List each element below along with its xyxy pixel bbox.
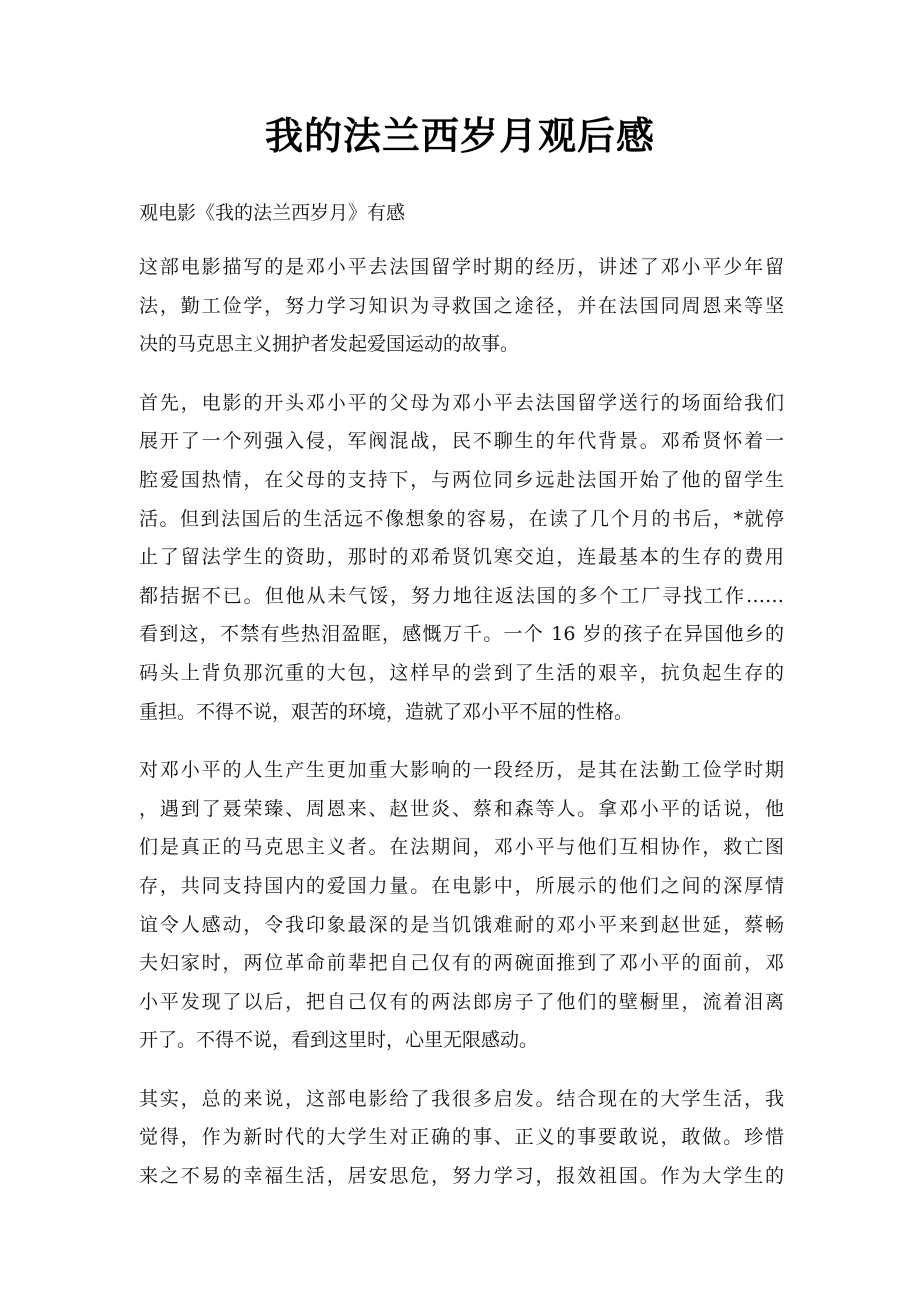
text-line: 夫妇家时，两位革命前辈把自己仅有的两碗面推到了邓小平的面前，邓 (139, 952, 784, 975)
text-line: 看到这，不禁有些热泪盈眶，感慨万千。一个 16 岁的孩子在异国他乡的 (139, 623, 784, 646)
text-line: 觉得，作为新时代的大学生对正确的事、正义的事要敢说，敢做。珍惜 (139, 1126, 784, 1149)
text-line: 都拮据不已。但他从未气馁，努力地往返法国的多个工厂寻找工作…… (139, 584, 784, 607)
text-line: 其实，总的来说，这部电影给了我很多启发。结合现在的大学生活，我 (139, 1087, 784, 1110)
text-line: 对邓小平的人生产生更加重大影响的一段经历，是其在法勤工俭学时期 (139, 759, 784, 782)
text-line: 小平发现了以后，把自己仅有的两法郎房子了他们的壁橱里，流着泪离 (139, 990, 784, 1013)
text-line: 重担。不得不说，艰苦的环境，造就了邓小平不屈的性格。 (139, 700, 634, 723)
text-line: 开了。不得不说，看到这里时，心里无限感动。 (139, 1029, 539, 1052)
document-subtitle: 观电影《我的法兰西岁月》有感 (139, 202, 406, 224)
text-line: 决的马克思主义拥护者发起爱国运动的故事。 (139, 333, 520, 356)
text-line: 首先，电影的开头邓小平的父母为邓小平去法国留学送行的场面给我们 (139, 391, 784, 414)
paragraph-4 (139, 1080, 784, 1196)
text-line: 展开了一个列强入侵，军阀混战，民不聊生的年代背景。邓希贤怀着一 (139, 430, 784, 453)
text-line: 存，共同支持国内的爱国力量。在电影中，所展示的他们之间的深厚情 (139, 874, 784, 897)
text-line: 们是真正的马克思主义者。在法期间，邓小平与他们互相协作，救亡图 (139, 836, 784, 859)
paragraph-1 (139, 248, 784, 364)
text-line: ，遇到了聂荣臻、周恩来、赵世炎、蔡和森等人。拿邓小平的话说，他 (139, 797, 784, 820)
text-line: 码头上背负那沉重的大包，这样早的尝到了生活的艰辛，抗负起生存的 (139, 661, 784, 684)
text-line: 这部电影描写的是邓小平去法国留学时期的经历，讲述了邓小平少年留 (139, 256, 784, 278)
text-line: 来之不易的幸福生活，居安思危，努力学习，报效祖国。作为大学生的 (139, 1165, 784, 1188)
text-line: 谊令人感动，令我印象最深的是当饥饿难耐的邓小平来到赵世延，蔡畅 (139, 913, 784, 936)
document-title: 我的法兰西岁月观后感 (264, 114, 655, 158)
text-line: 止了留法学生的资助，那时的邓希贤饥寒交迫，连最基本的生存的费用 (139, 546, 784, 569)
text-line: 腔爱国热情，在父母的支持下，与两位同乡远赴法国开始了他的留学生 (139, 468, 784, 491)
document-body (139, 197, 784, 1216)
paragraph-2 (139, 384, 784, 731)
text-line: 活。但到法国后的生活远不像想象的容易，在读了几个月的书后，*就停 (139, 507, 784, 530)
text-line: 法，勤工俭学，努力学习知识为寻救国之途径，并在法国同周恩来等坚 (139, 294, 784, 317)
paragraph-3 (139, 751, 784, 1060)
